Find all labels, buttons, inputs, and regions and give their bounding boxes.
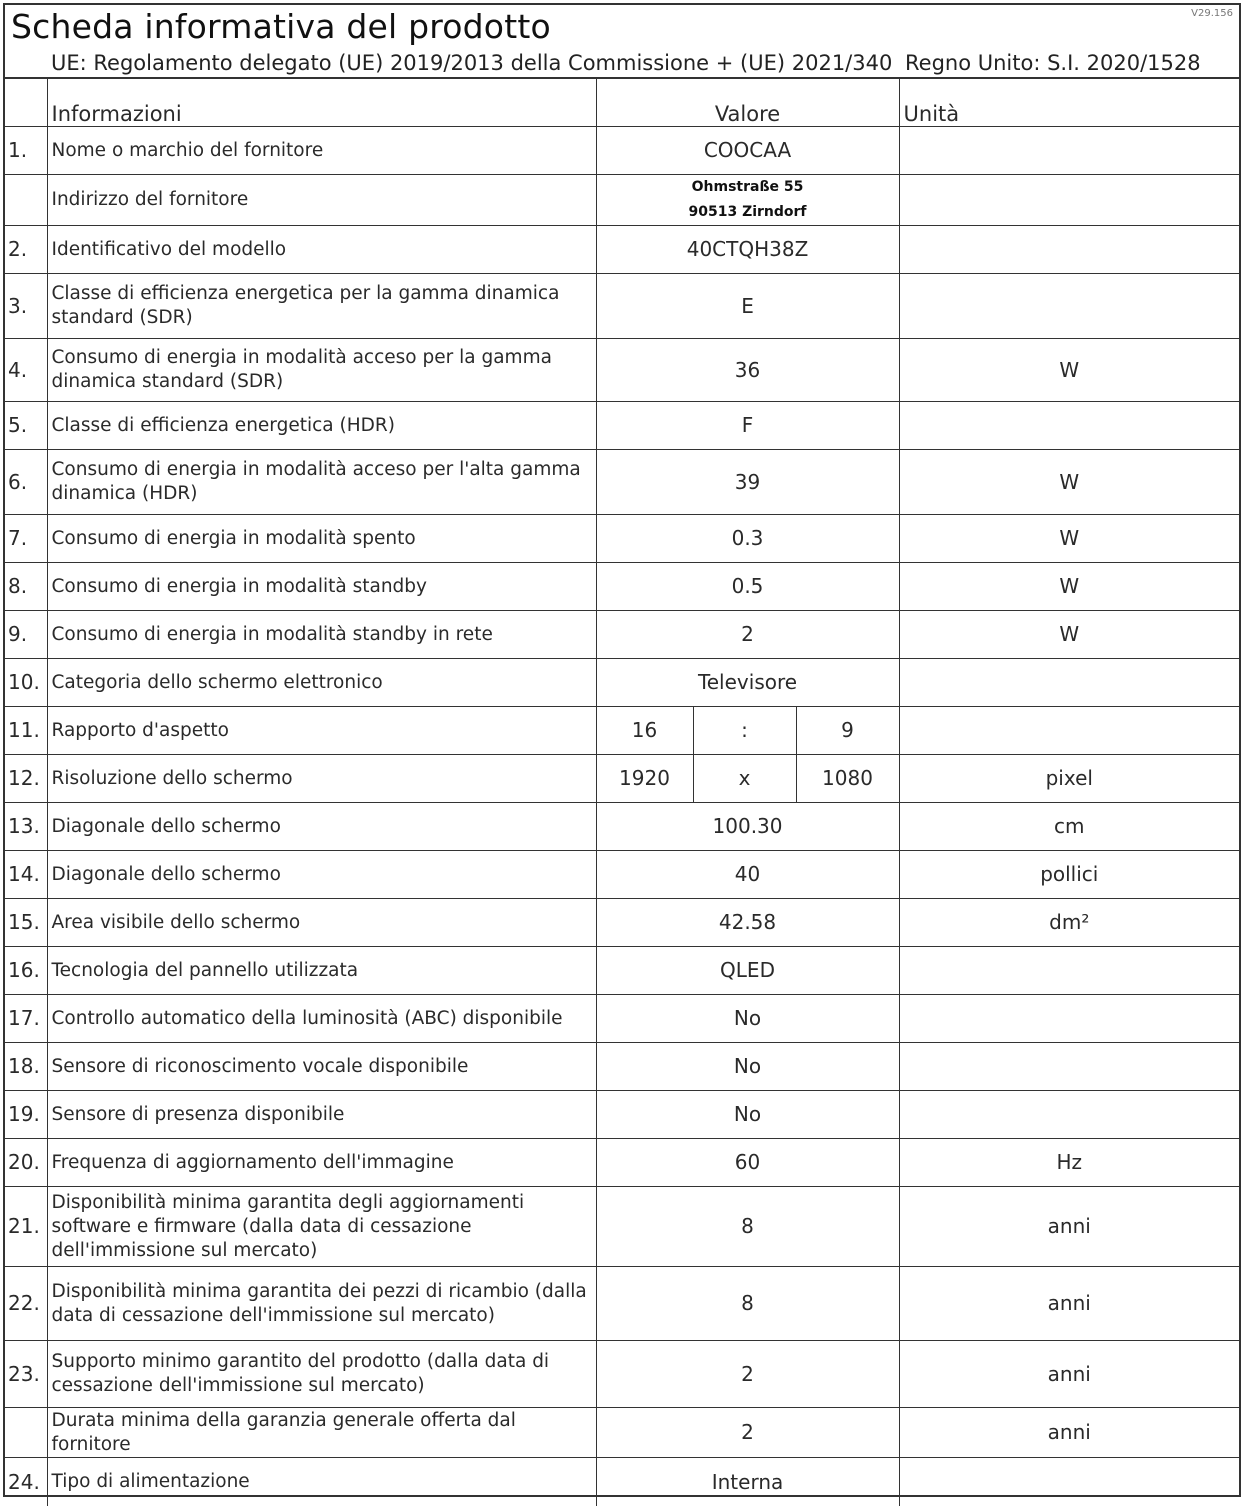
row-label: Nome o marchio del fornitore [47, 126, 596, 174]
product-info-sheet [3, 3, 1241, 1497]
row-number: 10. [5, 658, 47, 706]
row-unit [899, 1042, 1239, 1090]
address-line-city: 90513 Zirndorf [688, 203, 807, 220]
column-header-row [5, 77, 1239, 126]
row-number: 19. [5, 1090, 47, 1138]
row-label: Diagonale dello schermo [47, 802, 596, 850]
row-value: E [596, 273, 899, 338]
row-value: 0.3 [596, 514, 899, 562]
row-number: 15. [5, 898, 47, 946]
row-unit: W [899, 610, 1239, 658]
row-value: 8 [596, 1266, 899, 1340]
row-unit [899, 1090, 1239, 1138]
table-row [5, 126, 1239, 174]
row-number: 23. [5, 1340, 47, 1407]
row-value-separator: : [693, 706, 796, 754]
row-unit: W [899, 514, 1239, 562]
row-label: Sensore di riconoscimento vocale disponibile [47, 1042, 596, 1090]
row-unit: anni [899, 1186, 1239, 1266]
row-value: 2 [596, 610, 899, 658]
row-number: 21. [5, 1186, 47, 1266]
row-value: 8 [596, 1186, 899, 1266]
row-label: Classe di efficienza energetica per la gamma dinamica standard (SDR) [47, 273, 596, 338]
row-value: No [596, 1090, 899, 1138]
row-number: 5. [5, 401, 47, 449]
row-value-first: 16 [596, 706, 693, 754]
row-label: Consumo di energia in modalità acceso per l'alta gamma dinamica (HDR) [47, 449, 596, 514]
row-label: Consumo di energia in modalità acceso per la gamma dinamica standard (SDR) [47, 338, 596, 401]
row-label: Tecnologia del pannello utilizzata [47, 946, 596, 994]
column-header-value: Valore [596, 77, 899, 126]
row-label: Risoluzione dello schermo [47, 754, 596, 802]
row-number: 16. [5, 946, 47, 994]
row-label: Consumo di energia in modalità spento [47, 514, 596, 562]
row-number: 6. [5, 449, 47, 514]
row-unit [899, 174, 1239, 225]
row-unit: W [899, 338, 1239, 401]
row-unit [899, 994, 1239, 1042]
row-unit [899, 225, 1239, 273]
row-value: Televisore [596, 658, 899, 706]
row-number: 8. [5, 562, 47, 610]
row-label: Tipo di alimentazione [47, 1457, 596, 1506]
row-label: Categoria dello schermo elettronico [47, 658, 596, 706]
row-unit [899, 706, 1239, 754]
table-row [5, 338, 1239, 401]
row-value: COOCAA [596, 126, 899, 174]
row-value: 100.30 [596, 802, 899, 850]
table-row [5, 1138, 1239, 1186]
row-number: 18. [5, 1042, 47, 1090]
row-number: 17. [5, 994, 47, 1042]
row-number [5, 1407, 47, 1457]
row-value: F [596, 401, 899, 449]
address-line-street: Ohmstraße 55 [691, 178, 804, 195]
row-value: 2 [596, 1407, 899, 1457]
table-row [5, 994, 1239, 1042]
table-row [5, 706, 1239, 754]
row-unit: anni [899, 1340, 1239, 1407]
table-row [5, 1090, 1239, 1138]
row-unit [899, 658, 1239, 706]
column-header-info: Informazioni [47, 77, 596, 126]
row-label: Controllo automatico della luminosità (ABC) disponibile [47, 994, 596, 1042]
row-number: 9. [5, 610, 47, 658]
uk-regulation-text: Regno Unito: S.I. 2020/1528 [905, 51, 1201, 75]
table-row [5, 658, 1239, 706]
row-label: Durata minima della garanzia generale offerta dal fornitore [47, 1407, 596, 1457]
row-label: Sensore di presenza disponibile [47, 1090, 596, 1138]
row-label: Disponibilità minima garantita dei pezzi di ricambio (dalla data di cessazione dell'immissione sul mercato) [47, 1266, 596, 1340]
row-value-second: 9 [796, 706, 899, 754]
row-unit: anni [899, 1266, 1239, 1340]
row-label: Area visibile dello schermo [47, 898, 596, 946]
row-unit: cm [899, 802, 1239, 850]
table-row [5, 225, 1239, 273]
table-row [5, 1266, 1239, 1340]
row-label: Frequenza di aggiornamento dell'immagine [47, 1138, 596, 1186]
row-number: 1. [5, 126, 47, 174]
row-number [5, 174, 47, 225]
page-title: Scheda informativa del prodotto [11, 7, 551, 46]
table-row [5, 273, 1239, 338]
table-row [5, 946, 1239, 994]
row-value: QLED [596, 946, 899, 994]
column-header-number [5, 77, 47, 126]
row-unit: anni [899, 1407, 1239, 1457]
row-value: 39 [596, 449, 899, 514]
row-value: 2 [596, 1340, 899, 1407]
row-value: No [596, 994, 899, 1042]
version-label: V29.156 [1191, 8, 1233, 19]
row-number: 3. [5, 273, 47, 338]
row-value: 60 [596, 1138, 899, 1186]
row-number: 4. [5, 338, 47, 401]
table-row [5, 449, 1239, 514]
row-value: 40CTQH38Z [596, 225, 899, 273]
table-row [5, 514, 1239, 562]
column-header-unit: Unità [899, 77, 1239, 126]
row-value-separator: x [693, 754, 796, 802]
row-unit [899, 401, 1239, 449]
row-number: 22. [5, 1266, 47, 1340]
row-label: Consumo di energia in modalità standby in rete [47, 610, 596, 658]
row-unit: W [899, 449, 1239, 514]
row-unit: pixel [899, 754, 1239, 802]
row-value-second: 1080 [796, 754, 899, 802]
row-label: Supporto minimo garantito del prodotto (dalla data di cessazione dell'immissione sul mercato) [47, 1340, 596, 1407]
row-number: 2. [5, 225, 47, 273]
row-value: 36 [596, 338, 899, 401]
table-row [5, 1457, 1239, 1506]
row-number: 14. [5, 850, 47, 898]
row-unit: Hz [899, 1138, 1239, 1186]
row-value: 40 [596, 850, 899, 898]
table-row [5, 1042, 1239, 1090]
row-unit [899, 946, 1239, 994]
table-row [5, 1186, 1239, 1266]
row-label: Diagonale dello schermo [47, 850, 596, 898]
row-label: Indirizzo del fornitore [47, 174, 596, 225]
row-number: 24. [5, 1457, 47, 1506]
row-unit [899, 126, 1239, 174]
row-unit [899, 273, 1239, 338]
table-row [5, 1407, 1239, 1457]
table-row [5, 610, 1239, 658]
table-row [5, 850, 1239, 898]
row-value: Interna [596, 1457, 899, 1506]
row-value-first: 1920 [596, 754, 693, 802]
row-unit: W [899, 562, 1239, 610]
row-unit: dm² [899, 898, 1239, 946]
supplier-address [596, 174, 899, 225]
table-row [5, 401, 1239, 449]
table-row [5, 754, 1239, 802]
row-value: 0.5 [596, 562, 899, 610]
table-row [5, 562, 1239, 610]
table-row [5, 898, 1239, 946]
row-label: Disponibilità minima garantita degli aggiornamenti software e firmware (dalla data di cessazione dell'immissione sul mercato) [47, 1186, 596, 1266]
row-label: Classe di efficienza energetica (HDR) [47, 401, 596, 449]
row-value: No [596, 1042, 899, 1090]
row-unit: pollici [899, 850, 1239, 898]
row-number: 13. [5, 802, 47, 850]
row-value: 42.58 [596, 898, 899, 946]
table-row [5, 802, 1239, 850]
row-number: 20. [5, 1138, 47, 1186]
row-unit [899, 1457, 1239, 1506]
eu-regulation-text: UE: Regolamento delegato (UE) 2019/2013 della Commissione + (UE) 2021/340 [51, 51, 893, 75]
row-number: 12. [5, 754, 47, 802]
table-row [5, 174, 1239, 225]
row-number: 7. [5, 514, 47, 562]
table-row [5, 1340, 1239, 1407]
spec-table [5, 77, 1239, 1506]
row-label: Consumo di energia in modalità standby [47, 562, 596, 610]
row-label: Rapporto d'aspetto [47, 706, 596, 754]
sheet-header [5, 5, 1239, 79]
row-label: Identificativo del modello [47, 225, 596, 273]
row-number: 11. [5, 706, 47, 754]
